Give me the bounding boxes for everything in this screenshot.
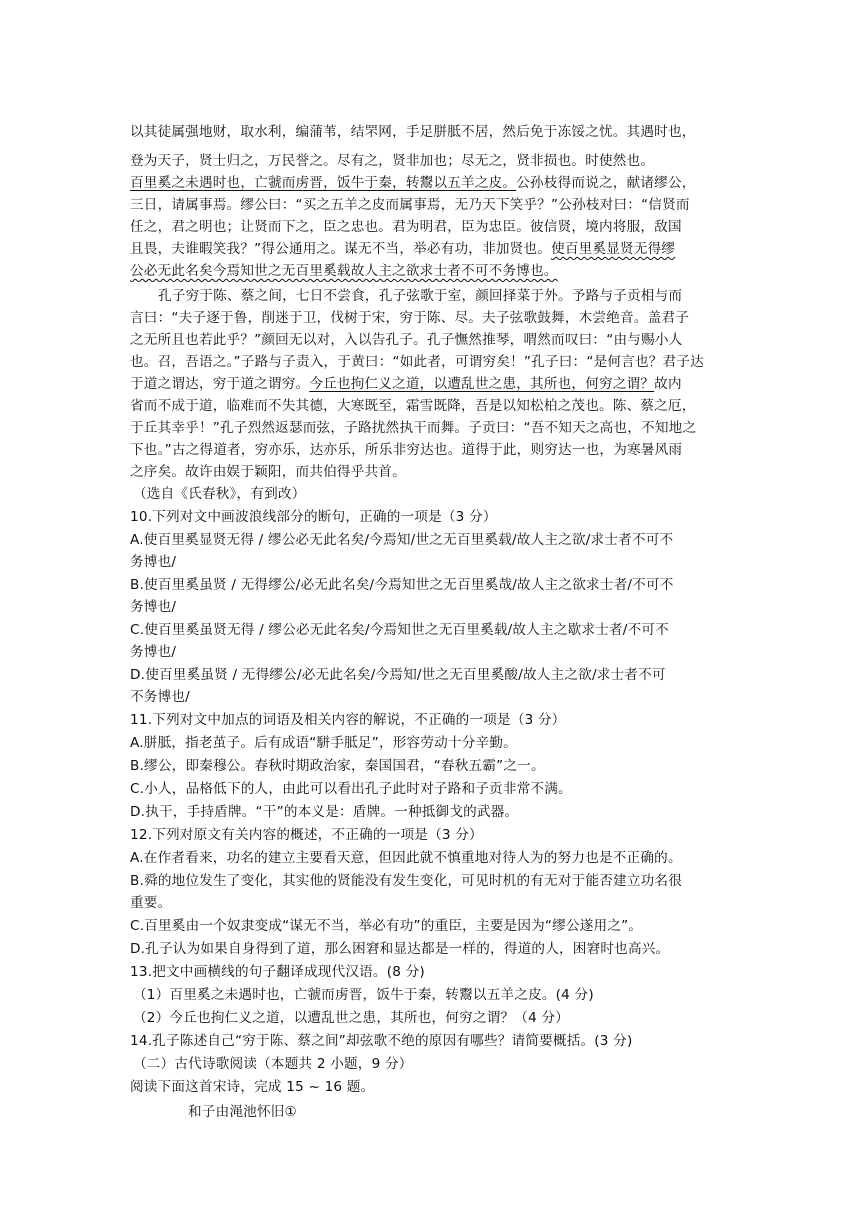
passage-line: 孔子穷于陈、蔡之间，七日不尝食，孔子弦歌于室，颜回择菜于外。予路与子贡相与而 [158,288,683,304]
underlined-sentence: 百里奚之未遇时也，亡虢而虏晋，饭牛于秦，转鬻以五羊之皮。 [130,175,517,191]
passage-text: 公孙枝得而说之，献诸缪公， [516,175,696,191]
question-12-stem: 12.下列对原文有关内容的概述，不正确的一项是（3 分） [130,827,483,843]
passage-line: 之序矣。故许由娱于颖阳，而共伯得乎共首。 [130,464,406,480]
passage-line: 登为天子，贤士归之，万民誉之。尽有之，贤非加也；尽无之，贤非损也。时使然也。 [130,153,655,169]
passage-line: 于丘其幸乎！”孔子烈然返瑟而弦，子路扰然执干而舞。子贡曰：“吾不知天之高也，不知地之 [130,420,697,436]
question-13-part-2: （2）今丘也拘仁义之道，以遭乱世之患，其所也，何穷之谓？（4 分） [133,1010,570,1026]
question-11-option-c: C.小人，品格低下的人，由此可以看出孔子此时对子路和子贡非常不满。 [130,781,572,797]
question-12-option-b-cont: 重要。 [130,895,172,911]
passage-line: 三日，请属事焉。缪公曰：“买之五羊之皮而属事焉，无乃天下笑乎？”公孙枝对曰：“信贤而 [130,197,690,213]
passage-text: 于道之谓达，穷于道之谓穷。 [130,376,310,392]
question-10-stem: 10.下列对文中画波浪线部分的断句，正确的一项是（3 分） [130,509,497,525]
question-10-option-b-cont: 务博也/ [130,599,177,615]
question-10-option-b: B.使百里奚虽贤 / 无得缪公/必无此名矣/今焉知世之无百里奚哉/故人主之欲求士者/不可不 [130,577,674,593]
question-13-stem: 13.把文中画横线的句子翻译成现代汉语。(8 分) [130,964,425,980]
passage-line [130,260,740,282]
question-12-option-d: D.孔子认为如果自身得到了道，那么困窘和显达都是一样的，得道的人，困窘时也高兴。 [130,941,670,957]
question-11-option-d: D.执干，手持盾牌。“干”的本义是：盾牌。一种抵御戈的武器。 [130,804,519,820]
question-12-option-b: B.舜的地位发生了变化，其实他的贤能没有发生变化，可见时机的有无对于能否建立功名很 [130,873,682,889]
question-10-option-c: C.使百里奚虽贤无得 / 缪公必无此名矣/今焉知世之无百里奚载/故人主之歇求士者/不可不 [130,622,669,638]
question-13-part-1: （1）百里奚之未遇时也，亡虢而虏晋，饭牛于秦，转鬻以五羊之皮。(4 分) [133,987,594,1003]
passage-source: （选自《氏春秋》，有到改） [133,486,306,502]
passage-line: 言曰：“夫子逐于鲁，削迷于卫，伐树于宋，穷于陈、尽。夫子弦歌鼓舞，木尝绝音。盖君子 [130,310,689,326]
question-10-option-a: A.使百里奚显贤无得 / 缪公必无此名矣/今焉知/世之无百里奚载/故人主之欲/求士者不可不 [130,532,674,548]
underlined-sentence: 今丘也拘仁义之道，以遭乱世之患，其所也，何穷之谓？ [309,376,655,392]
question-10-option-d-cont: 不务博也/ [130,689,190,705]
passage-line: 省而不成于道，临难而不失其德，大寒既至，霜雪既降，吾是以知松柏之茂也。陈、蔡之厄， [130,398,696,414]
poem-title: 和子由渑池怀旧① [188,1104,297,1120]
question-10-option-c-cont: 务博也/ [130,644,177,660]
question-12-option-c: C.百里奚由一个奴隶变成“谋无不当，举必有功”的重臣，主要是因为“缪公遂用之”。 [130,918,643,934]
question-11-option-a: A.胼胝，指老茧子。后有成语“駢手胝足”，形容劳动十分辛勤。 [130,735,517,751]
passage-line: 也。召，吾语之。”子路与子责入，于黄曰：“如此者，可谓穷矣！”孔子曰：“是何言也？君子达 [130,354,704,370]
passage-line: 之无所且也若此乎？”颜回无以对，入以告孔子。孔子憮然推琴，喟然而叹曰：“由与赐小人 [130,332,683,348]
section-heading: （二）古代诗歌阅读（本题共 2 小题，9 分） [133,1056,413,1072]
passage-line [130,373,740,395]
passage-line: 下也。”古之得道者，穷亦乐，达亦乐，所乐非穷达也。道得于此，则穷达一也，为寒暑风雨 [130,442,683,458]
question-12-option-a: A.在作者看来，功名的建立主要看天意，但因此就不慎重地对待人为的努力也是不正确的。 [130,850,682,866]
question-11-stem: 11.下列对文中加点的词语及相关内容的解说，不正确的一项是（3 分） [130,712,566,728]
section-intro: 阅读下面这首宋诗，完成 15 ~ 16 题。 [130,1079,375,1095]
wavy-underlined-text: 使百里奚显贤无得缪 [551,241,676,257]
question-11-option-b: B.缪公，即秦穆公。春秋时期政治家，秦国国君，“春秋五霸”之一。 [130,758,545,774]
question-10-option-a-cont: 务博也/ [130,554,177,570]
question-14-stem: 14.孔子陈述自己“穷于陈、蔡之间”却弦歌不绝的原因有哪些？请简要概括。(3 分) [130,1033,633,1049]
passage-line: 任之，君之明也；让贤而下之，臣之忠也。君为明君，臣为忠臣。彼信贤，境内将服，敌国 [130,219,682,235]
passage-line: 以其徒属强地财，取水利，编蒲苇，结罘网，手足胼胝不居，然后免于冻馁之忧。其遇时也， [130,124,696,140]
passage-line [130,238,740,260]
passage-text: 故内 [654,376,682,392]
passage-line [130,172,740,194]
question-10-option-d: D.使百里奚虽贤 / 无得缪公/必无此名矣/今焉知/世之无百里奚酸/故人主之欲/求士者不可 [130,667,666,683]
passage-text: 且畏，夫谁暇笑我？”得公通用之。谋无不当，举必有功，非加贤也。 [130,241,552,257]
wavy-underlined-text: 公必无此名矣今焉知世之无百里奚载故人主之欲求士者不可不务博也。 [130,263,558,279]
